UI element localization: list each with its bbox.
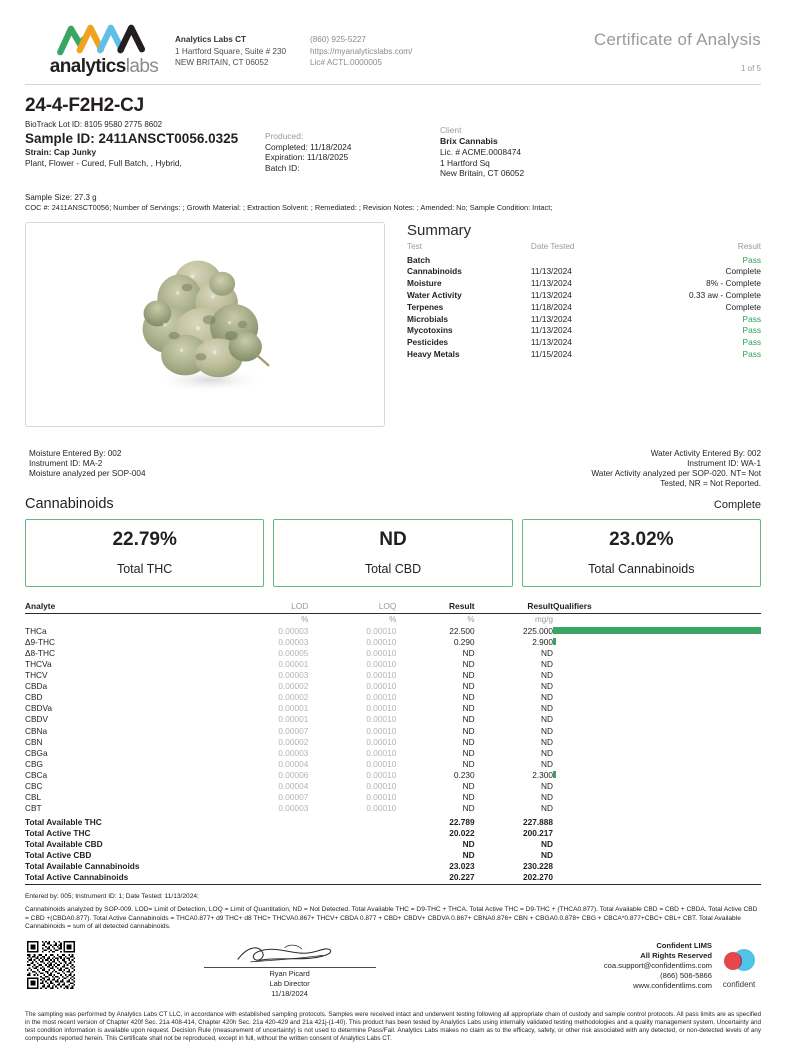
analyte-qualifier-bar	[553, 636, 761, 647]
cannabinoid-results-table	[25, 601, 761, 886]
table-row	[25, 780, 761, 791]
coa-title: Certificate of Analysis	[593, 30, 761, 49]
analyte-result-mgg: ND	[541, 747, 553, 758]
summary-test-date: 11/13/2024	[530, 266, 572, 277]
analyte-qualifier-bar	[553, 692, 761, 703]
client-label: Client	[440, 125, 462, 135]
cannabinoids-status: Complete	[713, 498, 761, 511]
signature-line	[204, 967, 376, 968]
client-address-line1: 1 Hartford Sq	[440, 157, 490, 168]
units-qualifiers	[553, 614, 761, 626]
summary-test-date: 11/13/2024	[530, 313, 572, 324]
col-qualifiers: Qualifiers	[553, 601, 761, 614]
page-indicator: 1 of 5	[740, 64, 761, 73]
analyte-name: CBCa	[25, 769, 48, 780]
analyte-result-mgg: ND	[541, 647, 553, 658]
col-result-mgg: Result	[475, 601, 553, 614]
summary-title: Summary	[407, 221, 472, 239]
analyte-result-pct: ND	[462, 758, 475, 769]
analyte-qualifier-bar	[553, 658, 761, 669]
total-mgg: ND	[541, 850, 553, 861]
table-row	[25, 625, 761, 636]
total-pct: ND	[462, 850, 475, 861]
cannabinoid-card-value: 23.02%	[609, 529, 674, 551]
confident-support-email[interactable]: coa.support@confidentlims.com	[603, 960, 712, 970]
summary-test-date: 11/13/2024	[530, 337, 572, 348]
qr-code-icon[interactable]	[27, 941, 75, 989]
analyte-result-pct: ND	[462, 692, 475, 703]
analyte-name: Δ8-THC	[25, 647, 55, 658]
summary-row	[407, 348, 761, 360]
total-pct: 23.023	[449, 861, 475, 872]
total-pct: ND	[462, 839, 475, 850]
summary-test-name: Microbials	[407, 313, 449, 324]
totals-row	[25, 814, 761, 828]
analyte-lod: 0.00004	[278, 781, 309, 791]
logo-wordmark	[33, 57, 175, 76]
legal-disclaimer: The sampling was performed by Analytics Labs CT LLC, in accordance with established sampling protocols. Samples were received intact and underwent testing following all appropriate chain of custody and sample control protocols. All pass limits are as specified in the most recent version of Chapter 420f Sec. 21a 408-414, Chapter 420h Sec. 21a 420-429 and 21a 421j-(1-40). This product has been tested by Analytics Labs using internally validated testing methodologies and a quality management system. Uncertainty and test condition information is available upon request. Decision Rule (measurement of uncertainty) is not used to determine Pass/Fail. Analytics Labs makes no claim as to the efficacy, safety, or other risk associated with any detected, or non-detected levels of any compounds reported herein. This Certificate shall not be reproduced, except in full, without the written consent of Analytics Labs CT.	[25, 1010, 761, 1043]
analyte-name: CBT	[25, 803, 42, 814]
lab-address-block	[175, 22, 310, 69]
analyte-totals-body	[25, 814, 761, 885]
photo-and-summary-section	[25, 222, 761, 427]
note-line: Moisture Entered By: 002	[29, 448, 122, 458]
analyte-loq: 0.00010	[366, 714, 397, 725]
summary-test-name: Moisture	[407, 278, 442, 289]
sample-info-section	[25, 85, 761, 213]
summary-header-row	[407, 242, 761, 254]
logo-mark-icon	[55, 22, 153, 56]
summary-test-name: Heavy Metals	[407, 348, 460, 359]
analyte-header-row	[25, 601, 761, 614]
total-label: Total Active Cannabinoids	[25, 872, 220, 885]
signature-image	[215, 941, 365, 967]
summary-row	[407, 254, 761, 266]
lab-address-line1: 1 Hartford Square, Suite # 230	[175, 46, 287, 56]
col-lod: LOD	[220, 601, 308, 614]
analyte-loq: 0.00010	[366, 636, 397, 647]
summary-test-name: Mycotoxins	[407, 325, 453, 336]
note-line: Moisture analyzed per SOP-004	[29, 469, 146, 479]
signature-date: 11/18/2024	[271, 988, 308, 998]
analyte-lod: 0.00002	[278, 681, 309, 692]
cannabinoid-card	[273, 519, 512, 587]
analyte-qualifier-bar	[553, 725, 761, 736]
signature-block	[175, 941, 405, 998]
client-name: Brix Cannabis	[440, 136, 498, 146]
analyte-qualifier-bar	[553, 792, 761, 803]
analyte-name: CBNa	[25, 725, 48, 736]
signer-title: Lab Director	[269, 978, 310, 988]
analyte-loq: 0.00010	[366, 803, 397, 814]
analyte-result-mgg: ND	[541, 681, 553, 692]
cannabinoids-section-header	[25, 496, 761, 512]
analyte-result-mgg: ND	[541, 781, 553, 791]
produced-label: Produced:	[265, 131, 304, 141]
analyte-name: CBC	[25, 781, 43, 791]
summary-test-result: Pass	[742, 313, 761, 324]
lab-name: Analytics Labs CT	[175, 35, 246, 44]
concentration-bar	[553, 771, 556, 778]
table-row	[25, 714, 761, 725]
analyte-lod: 0.00004	[278, 758, 309, 769]
sample-photo-card	[25, 222, 385, 427]
analyte-lod: 0.00003	[278, 747, 309, 758]
table-row	[25, 725, 761, 736]
cannabinoid-summary-cards	[25, 519, 761, 587]
table-row	[25, 681, 761, 692]
cannabis-bud-image	[113, 232, 298, 417]
summary-test-date: 11/13/2024	[530, 278, 572, 289]
analyte-result-mgg: ND	[541, 792, 553, 803]
totals-row	[25, 872, 761, 885]
table-row	[25, 747, 761, 758]
analyte-qualifier-bar	[553, 736, 761, 747]
analyte-lod: 0.00003	[278, 803, 309, 814]
analyte-lod: 0.00003	[278, 670, 309, 681]
totals-row	[25, 861, 761, 872]
analyte-loq: 0.00010	[366, 647, 397, 658]
confident-logo-icon	[719, 947, 759, 973]
summary-section	[385, 222, 761, 427]
summary-test-result: Pass	[742, 254, 761, 265]
table-row	[25, 670, 761, 681]
signer-name: Ryan Picard	[269, 968, 310, 978]
analyte-lod: 0.00003	[278, 625, 309, 636]
totals-row	[25, 850, 761, 861]
summary-test-name: Water Activity	[407, 290, 462, 301]
summary-test-date: 11/18/2024	[530, 301, 572, 312]
analysis-footnotes	[25, 893, 761, 931]
analyte-name: Δ9-THC	[25, 636, 55, 647]
analyte-qualifier-bar	[553, 703, 761, 714]
analyte-name: CBGa	[25, 747, 48, 758]
cannabinoid-card	[25, 519, 264, 587]
analyte-qualifier-bar	[553, 803, 761, 814]
coa-title-block	[594, 22, 761, 73]
units-pct: %	[467, 614, 475, 624]
summary-test-result: Complete	[725, 301, 761, 312]
analyte-result-mgg: 225.000	[523, 625, 553, 636]
summary-row	[407, 313, 761, 325]
analyte-units-row	[25, 614, 761, 626]
col-result-pct: Result	[396, 601, 474, 614]
table-row	[25, 736, 761, 747]
analytics-labs-logo	[25, 22, 175, 76]
analyte-result-pct: ND	[462, 747, 475, 758]
analyte-loq: 0.00010	[366, 681, 397, 692]
summary-body	[407, 254, 761, 360]
summary-row	[407, 324, 761, 336]
completed-date: Completed: 11/18/2024	[265, 141, 352, 152]
analyte-lod: 0.00003	[278, 636, 309, 647]
total-mgg: ND	[541, 839, 553, 850]
analyte-lod: 0.00005	[278, 647, 309, 658]
total-mgg: 202.270	[475, 872, 553, 885]
analyte-name: THCa	[25, 625, 47, 636]
signature-footer-row	[25, 941, 761, 998]
summary-row	[407, 289, 761, 301]
analyte-qualifier-bar	[553, 670, 761, 681]
summary-test-result: Pass	[742, 325, 761, 336]
analyte-result-pct: 22.500	[449, 625, 475, 636]
analyte-loq: 0.00010	[366, 792, 397, 803]
units-analyte	[25, 614, 220, 626]
col-loq: LOQ	[308, 601, 396, 614]
moisture-notes	[25, 449, 225, 490]
analyte-name: CBDa	[25, 681, 48, 692]
analyte-result-mgg: ND	[541, 670, 553, 681]
biotrack-lot-id: BioTrack Lot ID: 8105 9580 2775 8602	[25, 120, 163, 129]
concentration-bar	[553, 627, 761, 634]
concentration-bar	[553, 638, 556, 645]
sample-product-type: Plant, Flower - Cured, Full Batch, , Hybrid,	[25, 157, 182, 168]
analyte-lod: 0.00007	[278, 725, 309, 736]
confident-rights: All Rights Reserved	[640, 950, 712, 960]
instrument-notes-row	[25, 449, 761, 490]
confident-lims-block	[604, 941, 761, 991]
sample-dates-column	[265, 119, 440, 179]
table-row	[25, 803, 761, 814]
analyte-result-pct: 0.230	[453, 769, 475, 780]
cannabinoid-card-label: Total THC	[116, 562, 173, 577]
summary-row	[407, 266, 761, 278]
confident-website[interactable]: www.confidentlims.com	[633, 980, 712, 990]
analyte-lod: 0.00002	[278, 692, 309, 703]
water-activity-notes	[225, 449, 761, 490]
summary-test-name: Terpenes	[407, 301, 444, 312]
lab-license: Lic# ACTL.0000005	[310, 58, 382, 68]
summary-test-result: Complete	[725, 266, 761, 277]
analyte-name: CBN	[25, 736, 43, 747]
table-row	[25, 647, 761, 658]
confident-phone: (866) 506-5866	[660, 970, 712, 980]
analyte-loq: 0.00010	[366, 725, 397, 736]
page-header	[25, 0, 761, 85]
analyte-lod: 0.00001	[278, 703, 309, 714]
analyte-result-mgg: ND	[541, 758, 553, 769]
analyte-result-pct: ND	[462, 792, 475, 803]
summary-test-name: Cannabinoids	[407, 266, 462, 277]
sample-id: Sample ID: 2411ANSCT0056.0325	[25, 131, 239, 146]
lab-address-line2: NEW BRITAIN, CT 06052	[175, 58, 269, 68]
analyte-qualifier-bar	[553, 681, 761, 692]
sample-size: Sample Size: 27.3 g	[25, 192, 97, 202]
analyte-result-mgg: 2.900	[532, 636, 553, 647]
analyte-result-pct: ND	[462, 736, 475, 747]
summary-test-result: Pass	[742, 337, 761, 348]
analyte-result-pct: ND	[462, 647, 475, 658]
note-line: Tested, NR = Not Reported.	[660, 479, 761, 489]
totals-row	[25, 827, 761, 838]
totals-row	[25, 838, 761, 849]
summary-row	[407, 301, 761, 313]
sample-left-column	[25, 119, 265, 179]
analyte-result-mgg: ND	[541, 714, 553, 725]
analyte-qualifier-bar	[553, 758, 761, 769]
table-row	[25, 703, 761, 714]
analyte-loq: 0.00010	[366, 692, 397, 703]
total-pct: 20.022	[449, 827, 475, 838]
total-label: Total Active CBD	[25, 850, 92, 861]
analyte-name: CBD	[25, 692, 43, 703]
analyte-loq: 0.00010	[366, 769, 397, 780]
cannabinoid-card-value: ND	[379, 529, 407, 551]
analyte-result-mgg: ND	[541, 725, 553, 736]
total-pct: 22.789	[449, 816, 475, 827]
summary-test-date: 11/13/2024	[530, 290, 572, 301]
analyte-loq: 0.00010	[366, 758, 397, 769]
summary-test-date: 11/15/2024	[530, 348, 572, 359]
analyte-result-pct: ND	[462, 703, 475, 714]
total-label: Total Available THC	[25, 816, 102, 827]
analyte-result-mgg: ND	[541, 703, 553, 714]
analyte-qualifier-bar	[553, 747, 761, 758]
total-mgg: 200.217	[523, 827, 553, 838]
table-row	[25, 658, 761, 669]
expiration-date: Expiration: 11/18/2025	[265, 152, 349, 163]
analyte-loq: 0.00010	[366, 747, 397, 758]
summary-table	[407, 242, 761, 360]
summary-test-result: 8% - Complete	[706, 278, 761, 289]
analyte-loq: 0.00010	[366, 781, 397, 791]
lab-phone: (860) 925-5227	[310, 35, 366, 44]
footnote-definitions: Cannabinoids analyzed by SOP-009. LOD= Limit of Detection, LOQ = Limit of Quantitation, ND = Not Detected. Total Available THC = D9-THC + THCA. Total Active THC = D9-THC + (THCA0.877). Total Available CBD = CBD + CBDA. Total Active CBD = CBD +(CBDA0.877). Total Active Cannabinoids = THCA0.877+ d9 THC+ d8 THC+ THCVA0.867+ THCV+ CBDA 0.877 + CBD+ CBDV+ CBDVA 0.867+ CBNA0.876+ CBN + CBGA0.0.878+ CBG + CBCA*0.877+CBC+ CBL+ CBT. Total Available Cannabinoids = sum of all detected cannabinoids.	[25, 906, 758, 931]
units-mgg: mg/g	[535, 614, 553, 624]
cannabinoid-card-label: Total CBD	[364, 562, 422, 577]
summary-test-name: Batch	[407, 254, 431, 265]
analyte-lod: 0.00007	[278, 792, 309, 803]
cannabinoid-card	[522, 519, 761, 587]
cannabinoids-title: Cannabinoids	[25, 495, 114, 512]
units-lod: %	[301, 614, 309, 624]
table-row	[25, 758, 761, 769]
analyte-result-pct: 0.290	[453, 636, 475, 647]
analyte-loq: 0.00010	[366, 625, 397, 636]
analyte-name: CBDVa	[25, 703, 53, 714]
analyte-loq: 0.00010	[366, 736, 397, 747]
analyte-name: CBL	[25, 792, 42, 803]
analyte-qualifier-bar	[553, 714, 761, 725]
table-row	[25, 636, 761, 647]
analyte-lod: 0.00001	[278, 714, 309, 725]
table-row	[25, 769, 761, 780]
summary-col-date: Date Tested	[530, 241, 575, 251]
analyte-qualifier-bar	[553, 769, 761, 780]
analyte-result-pct: ND	[462, 714, 475, 725]
lab-website-link[interactable]: https://myanalyticslabs.com/	[310, 46, 413, 56]
table-row	[25, 792, 761, 803]
analyte-result-pct: ND	[462, 658, 475, 669]
footnote-entered-by: Entered by: 005; Instrument ID: 1; Date Tested: 11/13/2024;	[25, 893, 199, 901]
analyte-name: CBG	[25, 758, 43, 769]
analyte-result-mgg: ND	[541, 803, 553, 814]
summary-test-date: 11/13/2024	[530, 325, 572, 336]
units-loq: %	[389, 614, 397, 624]
logo-word-labs: labs	[125, 56, 159, 77]
summary-row	[407, 336, 761, 348]
total-mgg: 230.228	[523, 861, 553, 872]
logo-word-analytics: analytics	[49, 56, 126, 77]
total-label: Total Active THC	[25, 827, 91, 838]
analyte-result-mgg: ND	[541, 658, 553, 669]
analyte-loq: 0.00010	[366, 670, 397, 681]
note-line: Water Activity analyzed per SOP-020. NT= Not	[591, 469, 761, 479]
analyte-lod: 0.00001	[278, 658, 309, 669]
client-address-line2: New Britain, CT 06052	[440, 168, 525, 179]
total-mgg: 227.888	[523, 816, 553, 827]
analyte-qualifier-bar	[553, 780, 761, 791]
analyte-result-mgg: ND	[541, 736, 553, 747]
summary-test-result: Pass	[742, 348, 761, 359]
summary-col-result: Result	[737, 241, 761, 251]
analyte-result-pct: ND	[462, 781, 475, 791]
lab-contact-block	[310, 22, 460, 69]
client-license: Lic. # ACME.0008474	[440, 147, 522, 157]
analyte-name: THCV	[25, 670, 48, 681]
analyte-lod: 0.00006	[278, 769, 309, 780]
summary-test-result: 0.33 aw - Complete	[689, 290, 761, 301]
note-line: Instrument ID: WA-1	[687, 458, 761, 468]
summary-test-name: Pesticides	[407, 337, 449, 348]
sample-name: 24-4-F2H2-CJ	[25, 95, 145, 116]
analyte-result-mgg: 2.300	[532, 769, 553, 780]
summary-col-test: Test	[407, 241, 423, 251]
cannabinoid-card-label: Total Cannabinoids	[588, 562, 695, 577]
sample-strain: Strain: Cap Junky	[25, 147, 97, 157]
analyte-lod: 0.00002	[278, 736, 309, 747]
cannabinoid-card-value: 22.79%	[112, 529, 177, 551]
analyte-result-pct: ND	[462, 725, 475, 736]
analyte-qualifier-bar	[553, 625, 761, 636]
total-label: Total Available Cannabinoids	[25, 861, 140, 872]
analyte-name: THCVa	[25, 658, 52, 669]
col-analyte: Analyte	[25, 601, 220, 614]
analyte-loq: 0.00010	[366, 703, 397, 714]
analyte-result-pct: ND	[462, 803, 475, 814]
batch-id: Batch ID:	[265, 162, 300, 173]
analyte-loq: 0.00010	[366, 658, 397, 669]
total-pct: 20.227	[396, 872, 474, 885]
analyte-name: CBDV	[25, 714, 49, 725]
analyte-result-pct: ND	[462, 681, 475, 692]
note-line: Water Activity Entered By: 002	[650, 448, 761, 458]
confident-wordmark: confident	[722, 979, 756, 989]
analyte-table-body	[25, 614, 761, 814]
chain-of-custody-line: COC #: 2411ANSCT0056; Number of Servings: ; Growth Material: ; Extraction Solvent: ; Remediated: ; Revision Notes: ; Amended: No; Sample Condition: Intact;	[25, 202, 553, 212]
client-column	[440, 119, 720, 179]
analyte-qualifier-bar	[553, 647, 761, 658]
summary-row	[407, 277, 761, 289]
total-label: Total Available CBD	[25, 839, 103, 850]
note-line: Instrument ID: MA-2	[29, 458, 103, 468]
summary-test-date	[507, 254, 630, 266]
analyte-result-pct: ND	[462, 670, 475, 681]
analyte-result-mgg: ND	[541, 692, 553, 703]
table-row	[25, 692, 761, 703]
confident-name: Confident LIMS	[656, 940, 712, 950]
